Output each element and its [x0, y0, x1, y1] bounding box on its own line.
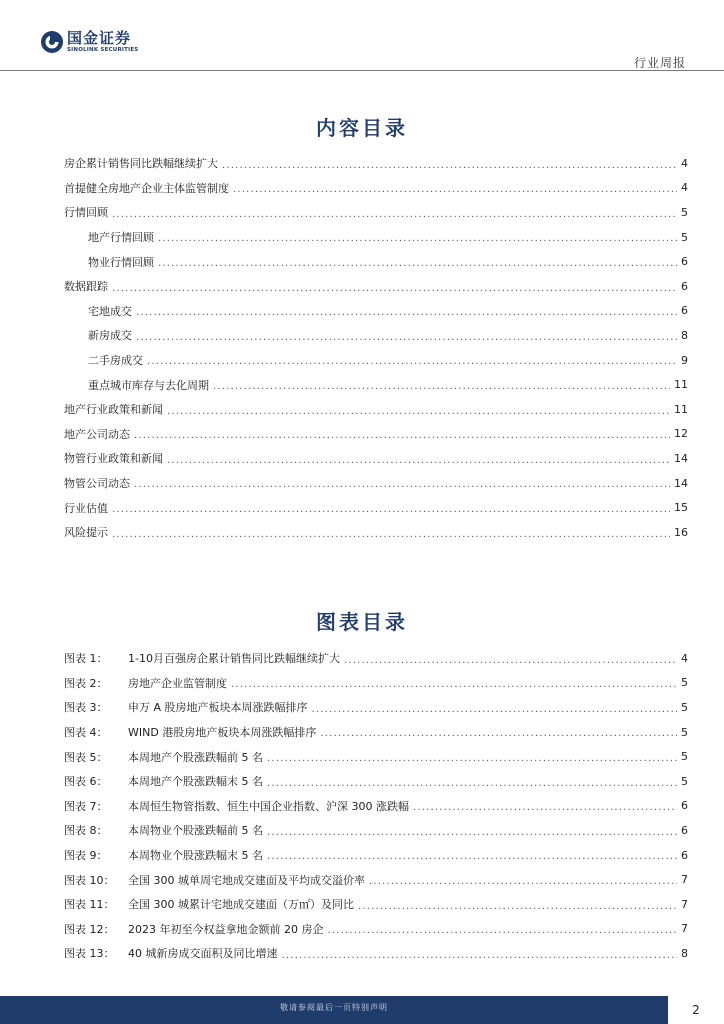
figure-page: 8 [681, 946, 688, 960]
figure-caption: 本周物业个股涨跌幅前 5 名 [128, 824, 263, 838]
figure-caption: 本周地产个股涨跌幅末 5 名 [128, 775, 263, 789]
figure-caption: 本周地产个股涨跌幅前 5 名 [128, 750, 263, 764]
figure-entry[interactable] [64, 744, 688, 769]
dot-leader [112, 284, 677, 299]
toc-entry-page: 5 [681, 205, 688, 219]
figure-caption: 申万 A 股房地产板块本周涨跌幅排序 [128, 701, 308, 715]
toc-entry[interactable] [64, 274, 688, 299]
dot-leader [267, 828, 677, 843]
toc-entry-label: 宅地成交 [88, 304, 132, 318]
figure-page: 7 [681, 922, 688, 936]
dot-leader [222, 161, 677, 176]
figure-number: 图表 4： [64, 726, 108, 740]
figure-number: 图表 9： [64, 849, 108, 863]
toc-subentry[interactable] [64, 249, 688, 274]
figure-caption: WIND 港股房地产板块本周涨跌幅排序 [128, 726, 317, 740]
toc-entry[interactable] [64, 446, 688, 471]
toc-entry-page: 6 [681, 255, 688, 269]
company-logo [40, 30, 138, 54]
toc-entry-page: 4 [681, 181, 688, 195]
toc-entry-label: 物管公司动态 [64, 477, 130, 491]
toc-entry-page: 6 [681, 279, 688, 293]
toc-entry[interactable] [64, 422, 688, 447]
figure-number: 图表 10： [64, 873, 115, 887]
figure-caption: 2023 年初至今权益拿地金额前 20 房企 [128, 922, 324, 936]
toc-entry-page: 14 [674, 451, 688, 465]
figure-number: 图表 13： [64, 947, 115, 961]
toc-entry-page: 15 [674, 501, 688, 515]
figure-entry[interactable] [64, 892, 688, 917]
dot-leader [369, 877, 677, 892]
toc-subentry[interactable] [64, 348, 688, 373]
figure-caption: 本周恒生物管指数、恒生中国企业指数、沪深 300 涨跌幅 [128, 799, 409, 813]
dot-leader [112, 505, 670, 520]
figure-page: 7 [681, 897, 688, 911]
dot-leader [147, 357, 677, 372]
toc-entry-page: 8 [681, 328, 688, 342]
sinolink-logo-icon [40, 30, 64, 54]
toc-entry-page: 16 [674, 525, 688, 539]
figure-number: 图表 2： [64, 676, 108, 690]
footer-bar [0, 996, 724, 1024]
dot-leader [267, 852, 677, 867]
dot-leader [112, 530, 670, 545]
header-divider [0, 70, 724, 71]
figure-page: 5 [681, 725, 688, 739]
dot-leader [282, 951, 678, 966]
figure-page: 5 [681, 700, 688, 714]
toc-entry-label: 新房成交 [88, 329, 132, 343]
page-header [0, 0, 724, 72]
figures-title: 图表目录 [316, 610, 408, 634]
footer-disclaimer: 敬请参阅最后一页特别声明 [280, 1003, 388, 1012]
toc-entry[interactable] [64, 471, 688, 496]
figure-number: 图表 7： [64, 799, 108, 813]
toc-entry-label: 行业估值 [64, 501, 108, 515]
toc-entry[interactable] [64, 176, 688, 201]
toc-entry-page: 11 [674, 378, 688, 392]
figure-page: 4 [681, 651, 688, 665]
figure-entry[interactable] [64, 941, 688, 966]
figure-number: 图表 8： [64, 824, 108, 838]
toc-entry-page: 6 [681, 304, 688, 318]
dot-leader [413, 803, 677, 818]
toc-entry-label: 房企累计销售同比跌幅继续扩大 [64, 157, 218, 171]
toc-subentry[interactable] [64, 372, 688, 397]
dot-leader [134, 480, 670, 495]
figure-entry[interactable] [64, 794, 688, 819]
figure-number: 图表 6： [64, 775, 108, 789]
figure-caption: 本周物业个股涨跌幅末 5 名 [128, 849, 263, 863]
dot-leader [136, 308, 677, 323]
figure-page: 5 [681, 750, 688, 764]
toc-entry-page: 4 [681, 156, 688, 170]
figure-page: 5 [681, 774, 688, 788]
toc-entry-label: 物管行业政策和新闻 [64, 452, 163, 466]
dot-leader [167, 456, 670, 471]
dot-leader [136, 333, 677, 348]
figure-page: 6 [681, 799, 688, 813]
contents-list [64, 151, 688, 545]
toc-entry-page: 14 [674, 476, 688, 490]
toc-entry-label: 行情回顾 [64, 206, 108, 220]
dot-leader [213, 382, 670, 397]
figure-entry[interactable] [64, 720, 688, 745]
dot-leader [312, 705, 677, 720]
toc-entry-page: 11 [674, 402, 688, 416]
toc-entry-page: 9 [681, 353, 688, 367]
logo-chinese-name: 国金证券 [67, 28, 132, 47]
figure-caption: 全国 300 城单周宅地成交建面及平均成交溢价率 [128, 873, 365, 887]
figure-entry[interactable] [64, 867, 688, 892]
dot-leader [112, 210, 677, 225]
figure-entry[interactable] [64, 917, 688, 942]
toc-entry-page: 5 [681, 230, 688, 244]
toc-entry-label: 地产行情回顾 [88, 231, 154, 245]
toc-entry-label: 物业行情回顾 [88, 255, 154, 269]
contents-title: 内容目录 [316, 116, 408, 140]
dot-leader [327, 926, 677, 941]
figure-number: 图表 1： [64, 652, 108, 666]
figure-number: 图表 3： [64, 701, 108, 715]
dot-leader [158, 259, 677, 274]
figure-number: 图表 11： [64, 898, 115, 912]
dot-leader [344, 656, 677, 671]
figure-entry[interactable] [64, 671, 688, 696]
figure-caption: 40 城新房成交面积及同比增速 [128, 947, 278, 961]
figure-caption: 1-10月百强房企累计销售同比跌幅继续扩大 [128, 652, 340, 666]
toc-entry-label: 数据跟踪 [64, 280, 108, 294]
toc-entry[interactable] [64, 520, 688, 545]
toc-entry-label: 首提健全房地产企业主体监管制度 [64, 181, 229, 195]
dot-leader [134, 431, 670, 446]
figure-page: 6 [681, 848, 688, 862]
figure-entry[interactable] [64, 843, 688, 868]
figure-entry[interactable] [64, 818, 688, 843]
toc-entry-label: 风险提示 [64, 526, 108, 540]
page-number: 2 [668, 996, 724, 1024]
dot-leader [167, 407, 670, 422]
toc-entry[interactable] [64, 200, 688, 225]
dot-leader [231, 680, 677, 695]
report-type: 行业周报 [633, 56, 686, 70]
figures-list [64, 646, 688, 966]
figure-caption: 全国 300 城累计宅地成交建面（万㎡）及同比 [128, 898, 354, 912]
toc-entry-label: 重点城市库存与去化周期 [88, 378, 209, 392]
dot-leader [158, 234, 677, 249]
figure-caption: 房地产企业监管制度 [128, 676, 227, 690]
dot-leader [267, 779, 677, 794]
toc-entry-label: 二手房成交 [88, 354, 143, 368]
figure-entry[interactable] [64, 769, 688, 794]
figure-number: 图表 12： [64, 922, 115, 936]
toc-entry-label: 地产公司动态 [64, 427, 130, 441]
logo-english-name: SINOLINK SECURITIES [67, 46, 139, 53]
toc-subentry[interactable] [64, 323, 688, 348]
figure-page: 5 [681, 676, 688, 690]
figure-entry[interactable] [64, 695, 688, 720]
toc-subentry[interactable] [64, 299, 688, 324]
figure-page: 7 [681, 873, 688, 887]
toc-subentry[interactable] [64, 225, 688, 250]
dot-leader [320, 729, 677, 744]
toc-entry[interactable] [64, 397, 688, 422]
toc-entry[interactable] [64, 151, 688, 176]
dot-leader [358, 902, 677, 917]
toc-entry[interactable] [64, 495, 688, 520]
figure-entry[interactable] [64, 646, 688, 671]
toc-entry-label: 地产行业政策和新闻 [64, 403, 163, 417]
dot-leader [267, 754, 677, 769]
figure-page: 6 [681, 823, 688, 837]
dot-leader [233, 185, 677, 200]
toc-entry-page: 12 [674, 427, 688, 441]
figure-number: 图表 5： [64, 750, 108, 764]
